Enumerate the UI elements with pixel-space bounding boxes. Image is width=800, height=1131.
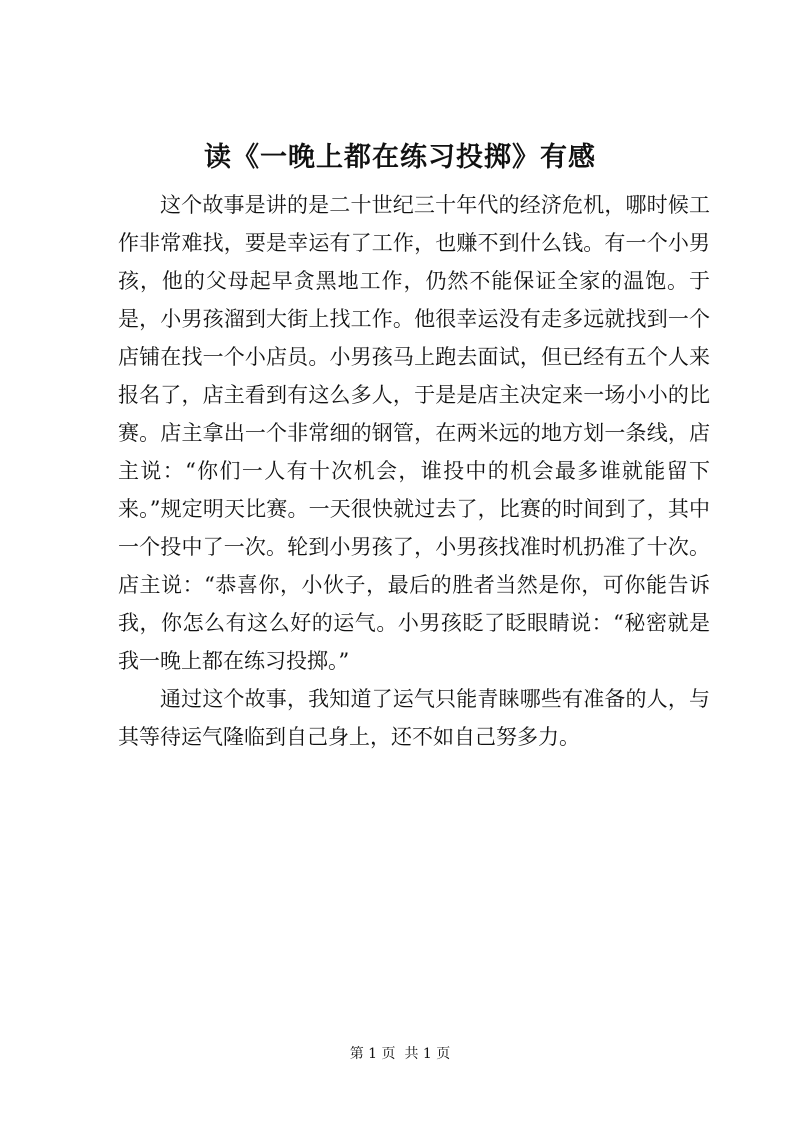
page-footer	[0, 1044, 800, 1064]
document-title: 读《一晚上都在练习投掷》有感	[204, 142, 596, 173]
paragraph-story: 这个故事是讲的是二十世纪三十年代的经济危机，哪时候工作非常难找，要是幸运有了工作，也赚不到什么钱。有一个小男孩，他的父母起早贪黑地工作，仍然不能保证全家的温饱。于是，小男孩溜到大街上找工作。他很幸运没有走多远就找到一个店铺在找一个小店员。小男孩马上跑去面试，但已经有五个人来报名了，店主看到有这么多人，于是是店主决定来一场小小的比赛。店主拿出一个非常细的钢管，在两米远的地方划一条线，店主说：“你们一人有十次机会，谁投中的机会最多谁就能留下来。”规定明天比赛。一天很快就过去了，比赛的时间到了，其中一个投中了一次。轮到小男孩了，小男孩找准时机扔准了十次。店主说：“恭喜你，小伙子，最后的胜者当然是你，可你能告诉我，你怎么有这么好的运气。小男孩眨了眨眼睛说：“秘密就是我一晚上都在练习投掷。”	[118, 193, 710, 673]
page-number-label: 第 1 页 共 1 页	[349, 1046, 451, 1062]
document-body	[118, 186, 710, 756]
paragraph-reflection: 通过这个故事，我知道了运气只能青睐哪些有准备的人，与其等待运气隆临到自己身上，还不如自己努多力。	[118, 687, 710, 749]
